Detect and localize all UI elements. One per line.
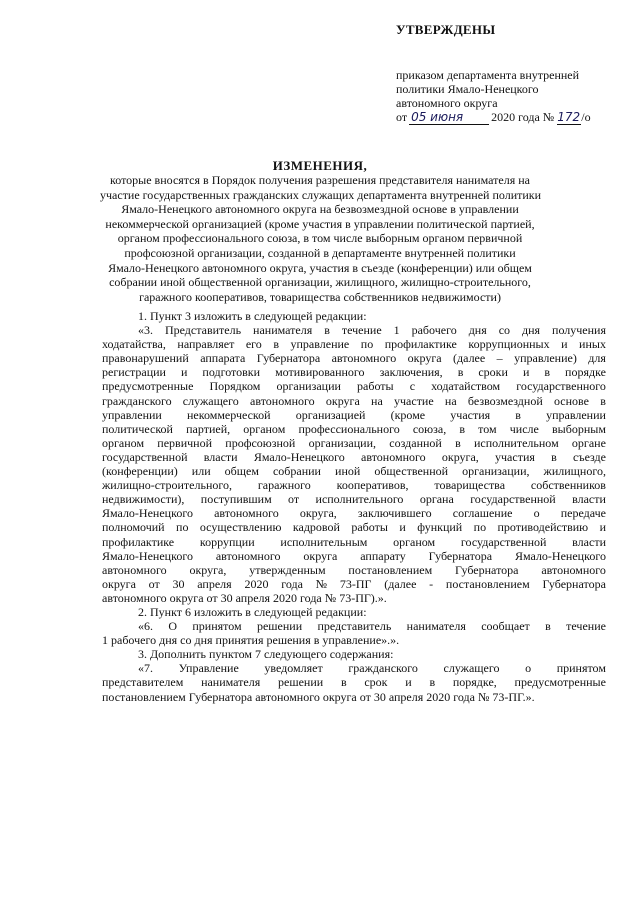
text-line: представителем нанимателя решении в срок и в порядке, предусмотренные (102, 675, 606, 690)
subtitle-line: Ямало-Ненецкого автономного округа, участия в съезде (конференции) или общем (108, 260, 532, 275)
subtitle-line: которые вносятся в Порядок получения разрешения представителя нанимателя на (110, 173, 530, 187)
subtitle-line: собрании иной общественной организации, жилищного, жилищно-строительного, (109, 275, 531, 290)
order-line-3: автономного округа (396, 96, 498, 110)
text-line: органом первичной профсоюзной организации, созданной в исполнительном органе (102, 435, 606, 450)
handwritten-date: 05 июня (409, 111, 489, 125)
text-line: постановлением Губернатора автономного округа от 30 апреля 2020 года № 73-ПГ.». (102, 689, 535, 704)
document-body (102, 309, 606, 704)
item-3-text (102, 661, 606, 703)
text-line: округа от 30 апреля 2020 года № 73-ПГ (далее - постановлением Губернатора (102, 576, 606, 591)
subtitle-line: некоммерческой организацией (кроме участия в управлении политической партией, (105, 216, 535, 231)
approval-heading: УТВЕРЖДЕНЫ (396, 22, 496, 37)
text-line: «6. О принятом решении представитель нанимателя сообщает в течение (138, 619, 606, 634)
order-date-row (396, 110, 591, 125)
number-suffix: /о (581, 110, 591, 124)
order-line-2: политики Ямало-Ненецкого (396, 82, 539, 96)
text-line: полномочий по осуществлению кадровой работы и функций по противодействию и (102, 520, 606, 535)
text-line: государственной власти Ямало-Ненецкого автономного округа, участия в съезде (102, 449, 606, 464)
text-line: 1 рабочего дня со дня принятия решения в управление».». (102, 633, 400, 648)
text-line: «7. Управление уведомляет гражданского служащего о принятом (138, 661, 606, 676)
subtitle-line: Ямало-Ненецкого автономного округа на безвозмездной основе в управлении (121, 202, 519, 217)
text-line: гражданского служащего автономного округа на участие на безвозмездной основе в (102, 393, 606, 408)
text-line: Ямало-Ненецкого автономного округа аппарату Губернатора Ямало-Ненецкого (102, 548, 606, 563)
text-line: Ямало-Ненецкого автономного округа, заключившего соглашение о передаче (102, 506, 606, 521)
text-line: профилактике коррупции исполнительным органом государственной власти (102, 534, 606, 549)
text-line: ходатайства, направляет его в управление по профилактике коррупционных и иных (102, 337, 606, 352)
document-subtitle (100, 173, 540, 304)
text-line: недвижимости), поступившим от исполнительного органа государственной власти (102, 492, 606, 507)
subtitle-line: профсоюзной организации, созданной в департаменте внутренней политики (124, 245, 516, 260)
text-line: правонарушений аппарата Губернатора автономного округа (далее – управление) для (102, 351, 606, 366)
date-prefix: от (396, 110, 408, 124)
text-line: предусмотренные Порядком организации работы с ходатайством государственного (102, 379, 606, 394)
handwritten-number: 172 (557, 110, 581, 124)
text-line: жилищно-строительного, гаражного кооперативов, товарищества собственников (102, 478, 606, 493)
text-line: (конференции) или общем собрании иной общественной организации, жилищного, (102, 464, 606, 479)
text-line: автономного округа от 30 апреля 2020 года № 73-ПГ).». (102, 590, 387, 605)
item-1-heading: 1. Пункт 3 изложить в следующей редакции: (138, 309, 367, 323)
text-line: управлении некоммерческой организацией (кроме участия в управлении (102, 407, 606, 422)
subtitle-line: органом профессионального союза, в том числе выборным органом первичной (117, 231, 523, 246)
document-title: ИЗМЕНЕНИЯ, (272, 158, 368, 173)
item-2-text (102, 619, 606, 647)
subtitle-line: гаражного кооперативов, товарищества собственников недвижимости) (139, 289, 501, 304)
text-line: политической партией, органом профессионального союза, в том числе выборным (102, 421, 606, 436)
subtitle-line: участие государственных гражданских служащих департамента внутренней политики (100, 187, 542, 202)
text-line: регистрации и подготовки мотивированного заключения, в сроки и в порядке (102, 365, 606, 380)
text-line: автономного округа, утвержденным постановлением Губернатора автономного (102, 562, 606, 577)
item-1-text (102, 323, 606, 605)
item-3-heading: 3. Дополнить пунктом 7 следующего содержания: (138, 647, 394, 662)
item-2-heading: 2. Пункт 6 изложить в следующей редакции: (138, 604, 367, 619)
date-year: 2020 года № (491, 110, 555, 124)
text-line: «3. Представитель нанимателя в течение 1 рабочего дня со дня получения (138, 323, 606, 338)
order-line-1: приказом департамента внутренней (396, 68, 580, 82)
